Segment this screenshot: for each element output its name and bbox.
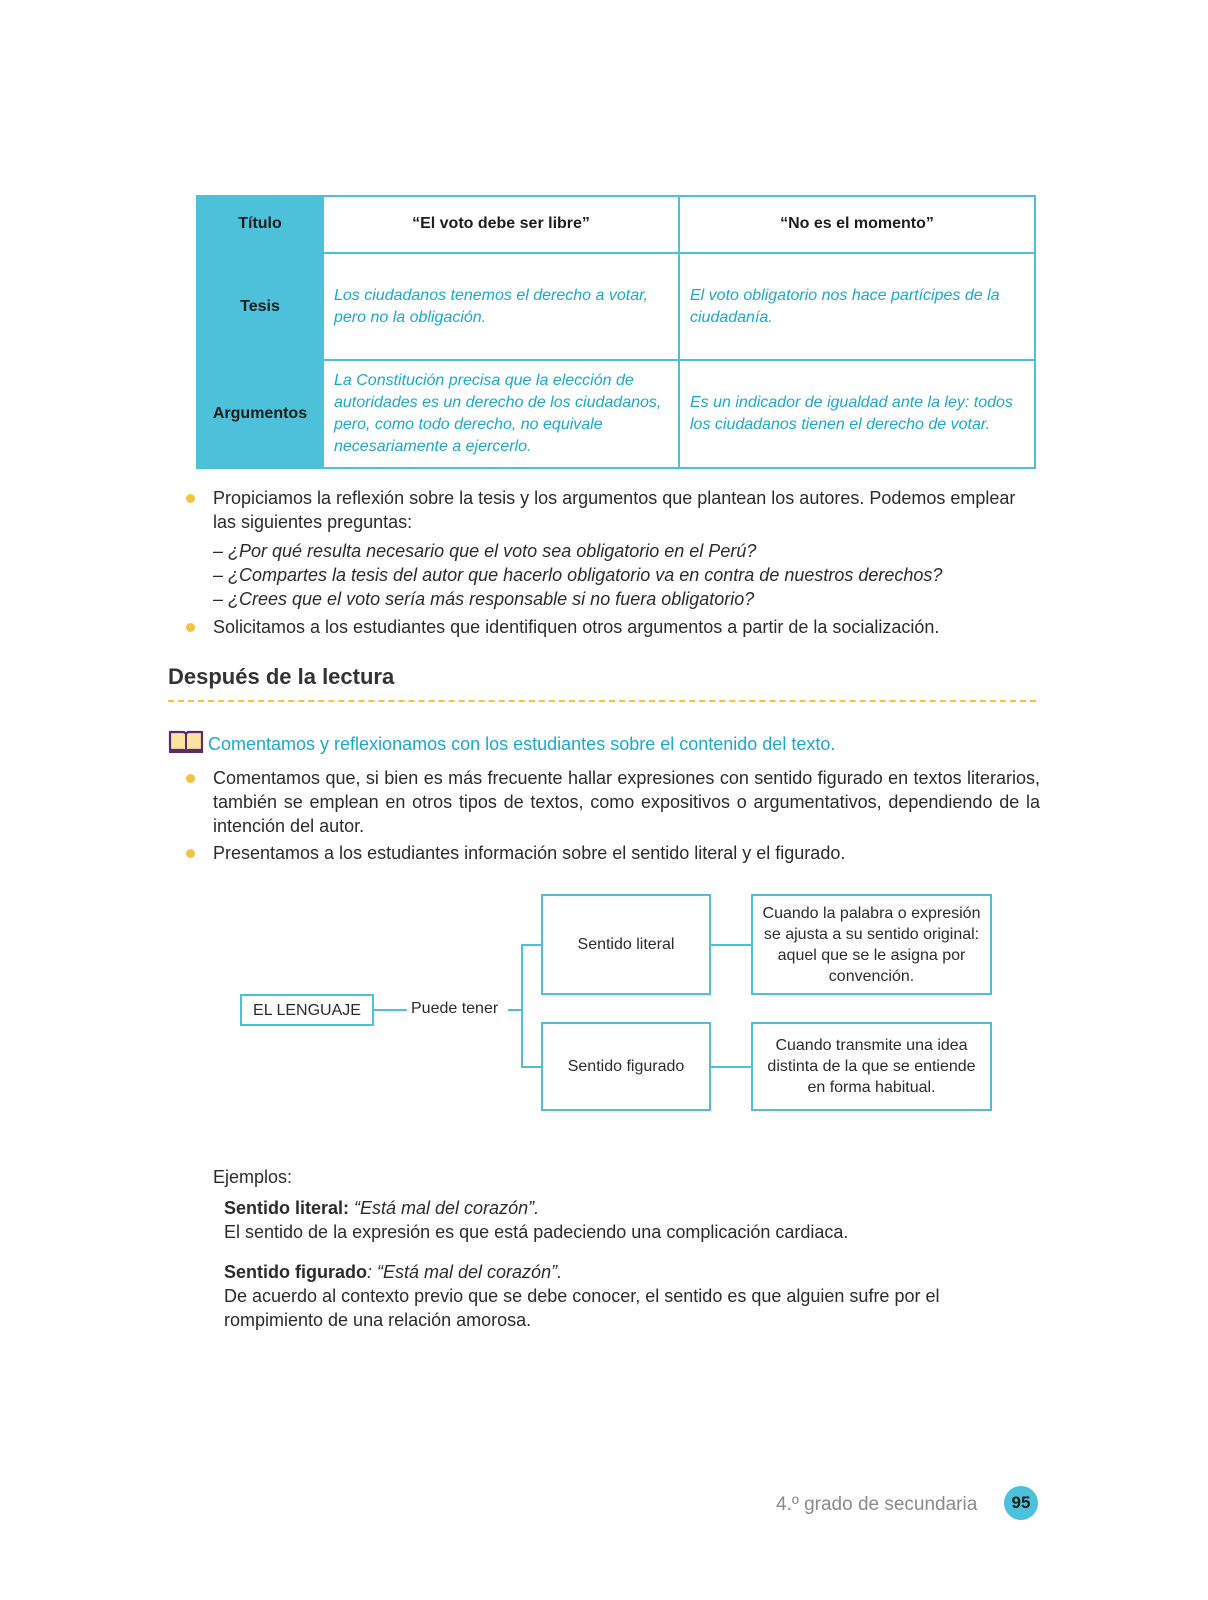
bullet-text: Comentamos que, si bien es más frecuente hallar expresiones con sentido figurado en textos literarios, también se emplean en otros tipos de textos, como expositivos o argumentativos, dependiendo de la intención del autor. <box>213 768 1040 836</box>
tesis-cell-2: El voto obligatorio nos hace partícipes de la ciudadanía. <box>679 253 1035 361</box>
row-header-argumentos: Argumentos <box>197 360 323 468</box>
thesis-arguments-table <box>196 195 1036 469</box>
example-literal <box>224 1196 1024 1244</box>
connector-line <box>508 1009 522 1011</box>
page-number: 95 <box>1004 1486 1038 1520</box>
activity-instruction <box>168 730 835 758</box>
literal-description-box: Cuando la palabra o expresión se ajusta a su sentido original: aquel que se le asigna por convención. <box>751 894 992 995</box>
figurado-box: Sentido figurado <box>541 1022 711 1111</box>
figurado-description-box: Cuando transmite una idea distinta de la que se entiende en forma habitual. <box>751 1022 992 1111</box>
tesis-cell-1: Los ciudadanos tenemos el derecho a votar, pero no la obligación. <box>323 253 679 361</box>
example-literal-quote: “Está mal del corazón”. <box>349 1198 540 1218</box>
bullet-text: Propiciamos la reflexión sobre la tesis y los argumentos que plantean los autores. Podemos emplear las siguientes preguntas: <box>213 488 1016 532</box>
example-figurado-title: Sentido figurado <box>224 1262 367 1282</box>
connector-line <box>521 944 523 1068</box>
bullet-text: Presentamos a los estudiantes información sobre el sentido literal y el figurado. <box>213 843 846 863</box>
question-item: – ¿Por qué resulta necesario que el voto sea obligatorio en el Perú? <box>213 541 757 561</box>
connector-line <box>710 944 752 946</box>
grade-label: 4.º grado de secundaria <box>776 1494 978 1515</box>
book-icon <box>168 729 204 760</box>
question-item: – ¿Crees que el voto sería más responsable si no fuera obligatorio? <box>213 589 755 609</box>
section-divider <box>168 700 1036 702</box>
connector-line <box>374 1009 407 1011</box>
question-item: – ¿Compartes la tesis del autor que hacerlo obligatorio va en contra de nuestros derechos? <box>213 565 943 585</box>
example-literal-text: El sentido de la expresión es que está padeciendo una complicación cardiaca. <box>224 1222 849 1242</box>
row-header-titulo: Título <box>197 196 323 253</box>
bullet-icon <box>186 849 195 858</box>
example-figurado-text: De acuerdo al contexto previo que se debe conocer, el sentido es que alguien sufre por el rompimiento de una relación amorosa. <box>224 1286 940 1330</box>
section-title: Después de la lectura <box>168 664 395 689</box>
bullet-icon <box>186 494 195 503</box>
connector-line <box>521 944 542 946</box>
list-item <box>186 841 1040 865</box>
literal-box: Sentido literal <box>541 894 711 995</box>
examples-label: Ejemplos: <box>213 1167 293 1187</box>
connector-line <box>521 1066 542 1068</box>
connector-label: Puede tener <box>411 1000 499 1017</box>
bullet-text: Solicitamos a los estudiantes que identifiquen otros argumentos a partir de la socialización. <box>213 617 940 637</box>
argument-cell-2: Es un indicador de igualdad ante la ley: todos los ciudadanos tienen el derecho de votar. <box>679 360 1035 468</box>
bullet-icon <box>186 623 195 632</box>
column-title-1: “El voto debe ser libre” <box>323 196 679 253</box>
bullet-icon <box>186 774 195 783</box>
row-header-tesis: Tesis <box>197 253 323 361</box>
argument-cell-1: La Constitución precisa que la elección de autoridades es un derecho de los ciudadanos, pero, como todo derecho, no equivale necesariamente a ejercerlo. <box>323 360 679 468</box>
column-title-2: “No es el momento” <box>679 196 1035 253</box>
list-item <box>186 486 1040 534</box>
example-figurado-quote: : “Está mal del corazón”. <box>367 1262 563 1282</box>
activity-text: Comentamos y reflexionamos con los estudiantes sobre el contenido del texto. <box>208 733 836 754</box>
example-figurado <box>224 1260 1024 1332</box>
example-literal-title: Sentido literal: <box>224 1198 350 1218</box>
list-item <box>186 766 1040 838</box>
list-item <box>186 615 1040 639</box>
root-box: EL LENGUAJE <box>240 994 374 1026</box>
connector-line <box>710 1066 752 1068</box>
